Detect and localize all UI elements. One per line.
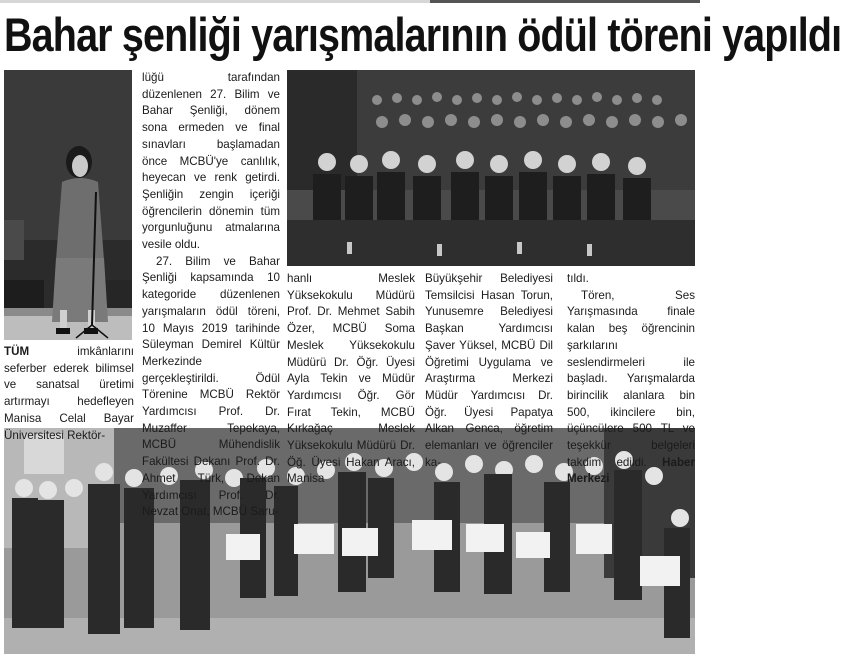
col3-text: hanlı Meslek Yüksekokulu Müdürü Prof. Dr. Mehmet Sabih Özer, MCBÜ Soma Meslek Yüksekokulu Müdürü Dr. Öğr. Üyesi Ayla Tekin ve Müdür Yardımcısı Öğr. Gör Fırat Tekin, MCBÜ Kırkağaç Meslek Yüksekokulu Müdürü Dr. Öğ. Üyesi Hakan Aracı, Manisa — [287, 272, 415, 486]
article-col-3 — [287, 271, 415, 488]
article-col-1 — [4, 344, 134, 444]
article-col-4 — [425, 271, 553, 471]
col2-paragraph-1: lüğü tarafından düzenlenen 27. Bilim ve Bahar Şenliği, dönem sona ermeden ve final sınavları başlamadan önce MCBÜ'ye canlılık, heyecan ve renk getirdi. Şenliğin zengin içeriği öğrencilerin dönemin tüm yorgunluğunu atmalarına vesile oldu. — [142, 71, 280, 252]
article-col-2 — [142, 70, 280, 521]
byline: Haber Merkezi — [567, 455, 695, 486]
col4-text: Büyükşehir Belediyesi Temsilcisi Hasan Torun, Yunusemre Belediyesi Başkan Yardımcısı Şaver Yüksel, MCBÜ Dil Öğretimi Uygulama ve Araştırma Merkezi Müdür Yardımcısı Dr. Öğr. Üyesi Papatya Alkan Genca, öğretim elemanları ve öğrenciler ka- — [425, 272, 553, 469]
headline: Bahar şenliği yarışmalarının ödül töreni yapıldı — [4, 8, 841, 61]
singer-photo — [4, 70, 132, 340]
top-rule-accent — [430, 0, 700, 3]
col2-paragraph-2: 27. Bilim ve Bahar Şenliği kapsamında 10 kategoride düzenlenen yarışmaların ödül töreni, 10 Mayıs 2019 tarihinde Süleyman Demirel Kültür Merkezinde gerçekleştirildi. Ödül Törenine MCBÜ Rektör Yardımcısı Prof. Dr. Muzaffer Tepekaya, MCBÜ Mühendislik Fakültesi Dekanı Prof. Dr. Ahmet Türk, Dekan Yardımcısı Prof. Dr. Nevzat Onat, MCBÜ Saru- — [142, 254, 280, 519]
officials-photo — [287, 70, 695, 266]
article-col-5 — [567, 271, 695, 488]
col5-paragraph-1: tıldı. — [567, 272, 589, 285]
col1-text: imkânlarını seferber ederek bilimsel ve sanatsal üretimi artırmayı hedefleyen Manisa Celal Bayar Üniversitesi Rektör- — [4, 345, 134, 442]
lead-word: TÜM — [4, 345, 30, 358]
col5-paragraph-2: Tören, Ses Yarışmasında finale kalan beş öğrencinin şarkılarını seslendirmeleri ile başladı. Yarışmalarda birincilik alanlara bin 500, ikincilere bin, üçüncülere 500 TL ve teşekkür belgeleri takdim edildi. — [567, 288, 695, 469]
